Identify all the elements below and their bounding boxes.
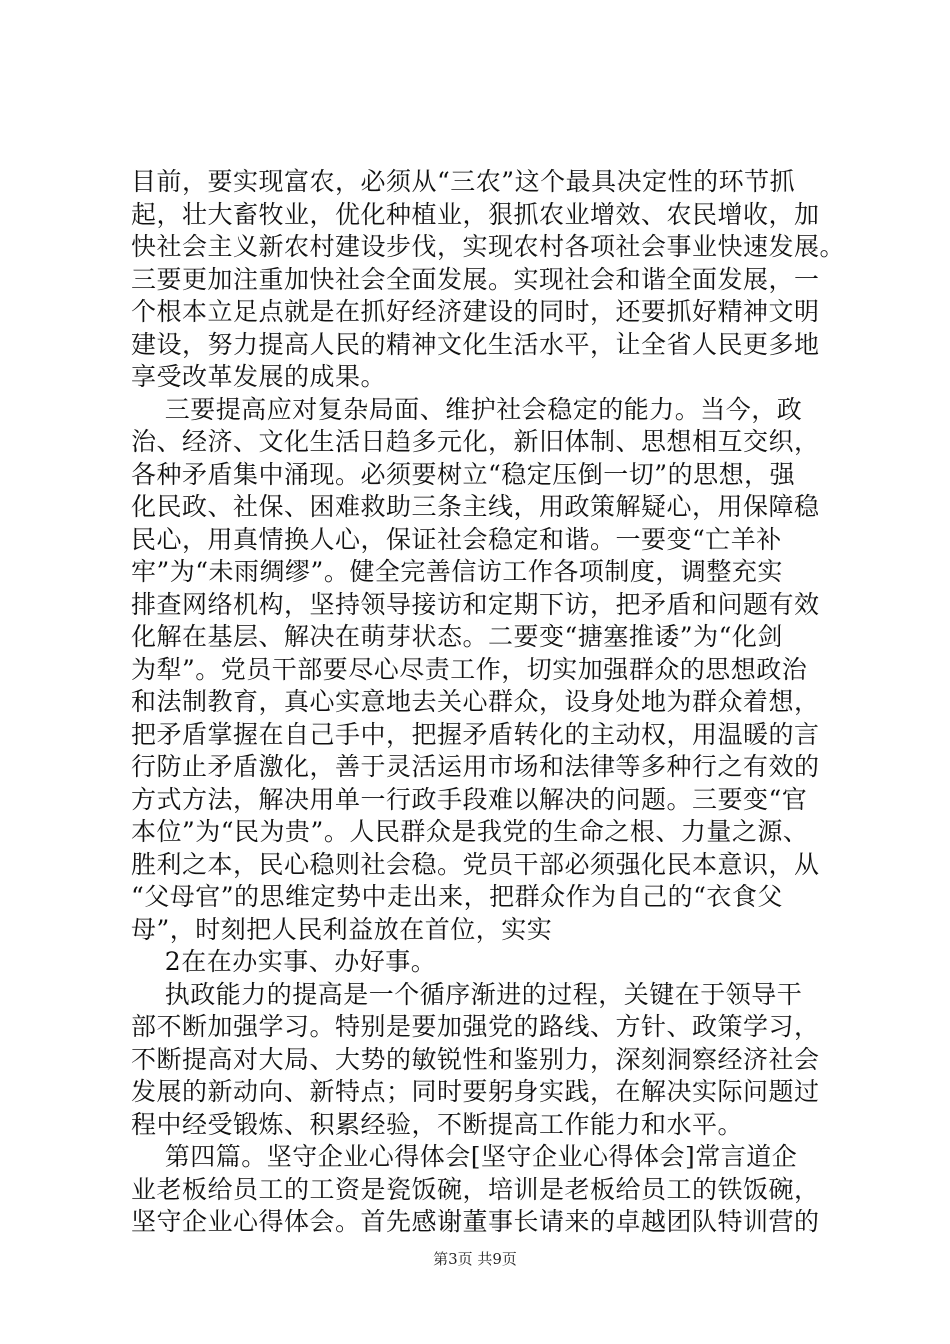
text-line: 享受改革发展的成果。 (131, 362, 387, 391)
text-line: 方式方法，解决用单一行政手段难以解决的问题。三要变“官 (131, 784, 808, 814)
text-line: 和法制教育，真心实意地去关心群众，设身处地为群众着想， (131, 687, 820, 716)
text-line: 化民政、社保、困难救助三条主线，用政策解疑心，用保障稳 (131, 492, 820, 521)
text-line: 坚守企业心得体会。首先感谢董事长请来的卓越团队特训营的 (131, 1207, 820, 1236)
text-line: 把矛盾掌握在自己手中，把握矛盾转化的主动权，用温暖的言 (131, 719, 820, 749)
page-footer: 第3页 共9页 (433, 1250, 517, 1268)
body-text (131, 166, 846, 1239)
text-line: 部不断加强学习。特别是要加强党的路线、方针、政策学习， (131, 1012, 820, 1041)
text-line: 建设，努力提高人民的精神文化生活水平，让全省人民更多地 (131, 329, 820, 359)
text-line: 各种矛盾集中涌现。必须要树立“稳定压倒一切”的思想，强 (131, 459, 796, 489)
text-line: 不断提高对大局、大势的敏锐性和鉴别力，深刻洞察经济社会 (131, 1044, 820, 1074)
text-line: 目前，要实现富农，必须从“三农”这个最具决定性的环节抓 (131, 167, 796, 196)
text-line: 三要更加注重加快社会全面发展。实现社会和谐全面发展，一 (131, 264, 820, 294)
text-line: 执政能力的提高是一个循序渐进的过程，关键在于领导干 (131, 979, 803, 1009)
text-line: 为犁”。党员干部要尽心尽责工作，切实加强群众的思想政治 (131, 654, 808, 684)
text-line: 发展的新动向、新特点；同时要躬身实践，在解决实际问题过 (131, 1077, 820, 1106)
text-line: 母”，时刻把人民利益放在首位，实实 (131, 914, 553, 944)
text-line: 业老板给员工的工资是瓷饭碗，培训是老板给员工的铁饭碗， (131, 1174, 820, 1204)
text-line: 化解在基层、解决在萌芽状态。二要变“搪塞推诿”为“化剑 (131, 622, 783, 651)
text-line: “父母官”的思维定势中走出来，把群众作为自己的“衣食父 (131, 882, 783, 911)
text-line: 第四篇。坚守企业心得体会[坚守企业心得体会]常言道企 (131, 1142, 798, 1171)
text-line: 三要提高应对复杂局面、维护社会稳定的能力。当今，政 (131, 394, 803, 424)
text-line: 个根本立足点就是在抓好经济建设的同时，还要抓好精神文明 (131, 297, 820, 326)
text-line: 牢”为“未雨绸缪”。健全完善信访工作各项制度，调整充实 (131, 557, 783, 586)
text-line: 行防止矛盾激化，善于灵活运用市场和法律等多种行之有效的 (131, 752, 820, 781)
text-line: 本位”为“民为贵”。人民群众是我党的生命之根、力量之源、 (131, 817, 809, 846)
text-line: 治、经济、文化生活日趋多元化，新旧体制、思想相互交织， (131, 427, 820, 456)
text-line: 排查网络机构，坚持领导接访和定期下访，把矛盾和问题有效 (131, 589, 820, 619)
text-line: 胜利之本，民心稳则社会稳。党员干部必须强化民本意识，从 (131, 849, 820, 879)
text-line: 2在在办实事、办好事。 (131, 947, 437, 976)
text-line: 快社会主义新农村建设步伐，实现农村各项社会事业快速发展。 (131, 232, 846, 261)
text-line: 起，壮大畜牧业，优化种植业，狠抓农业增效、农民增收，加 (131, 199, 820, 229)
text-line: 程中经受锻炼、积累经验，不断提高工作能力和水平。 (131, 1109, 744, 1139)
text-line: 民心，用真情换人心，保证社会稳定和谐。一要变“亡羊补 (131, 524, 782, 554)
